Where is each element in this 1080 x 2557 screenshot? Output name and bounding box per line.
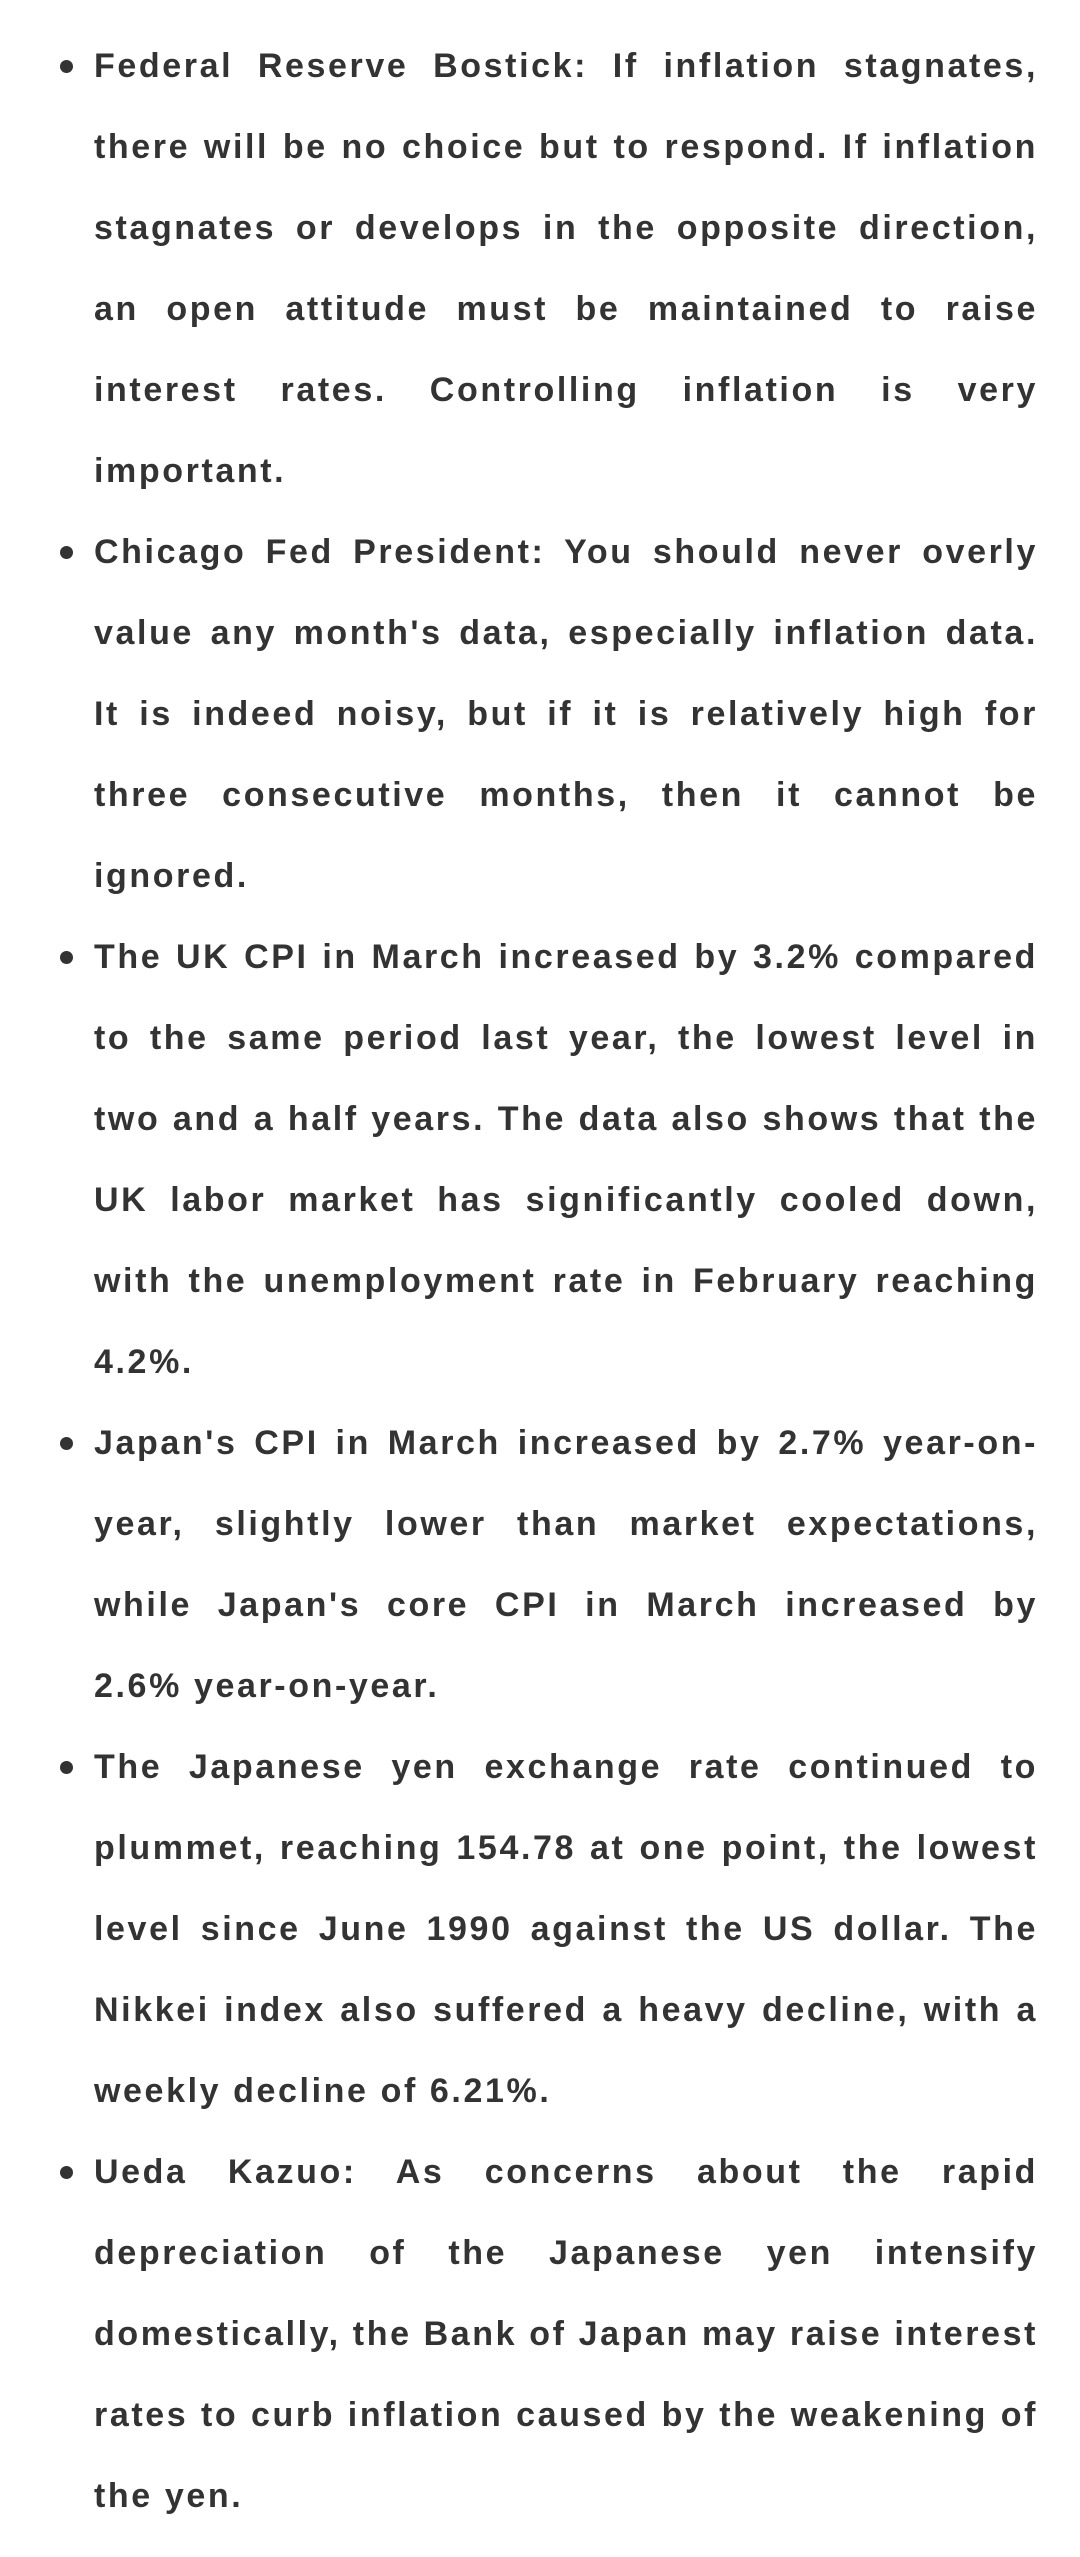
- bullet-dot-icon: [60, 1761, 73, 1774]
- news-item-text: Japan's CPI in March increased by 2.7% year-on-year, slightly lower than market expectations, while Japan's core CPI in March increased by 2.6% year-on-year.: [94, 1424, 1038, 1705]
- list-item: [60, 1403, 1038, 1727]
- list-item: [60, 917, 1038, 1403]
- news-item-text: The UK CPI in March increased by 3.2% compared to the same period last year, the lowest level in two and a half years. The data also shows that the UK labor market has significantly cooled down, with the unemployment rate in February reaching 4.2%.: [94, 938, 1038, 1381]
- bullet-dot-icon: [60, 546, 73, 559]
- news-item-text: Ueda Kazuo: As concerns about the rapid depreciation of the Japanese yen intensify domestically, the Bank of Japan may raise interest rates to curb inflation caused by the weakening of the yen.: [94, 2153, 1038, 2515]
- news-item-text: Federal Reserve Bostick: If inflation stagnates, there will be no choice but to respond. If inflation stagnates or develops in the opposite direction, an open attitude must be maintained to raise interest rates. Controlling inflation is very important.: [94, 47, 1038, 490]
- list-item: [60, 1727, 1038, 2132]
- news-item-text: Chicago Fed President: You should never overly value any month's data, especially inflation data. It is indeed noisy, but if it is relatively high for three consecutive months, then it cannot be ignored.: [94, 533, 1038, 895]
- list-item: [60, 512, 1038, 917]
- news-item-text: The Japanese yen exchange rate continued to plummet, reaching 154.78 at one point, the lowest level since June 1990 against the US dollar. The Nikkei index also suffered a heavy decline, with a weekly decline of 6.21%.: [94, 1748, 1038, 2110]
- list-item: [60, 26, 1038, 512]
- list-item: [60, 2132, 1038, 2537]
- bullet-dot-icon: [60, 951, 73, 964]
- bullet-dot-icon: [60, 1437, 73, 1450]
- news-bullet-list: [60, 26, 1038, 2537]
- bullet-dot-icon: [60, 60, 73, 73]
- bullet-dot-icon: [60, 2166, 73, 2179]
